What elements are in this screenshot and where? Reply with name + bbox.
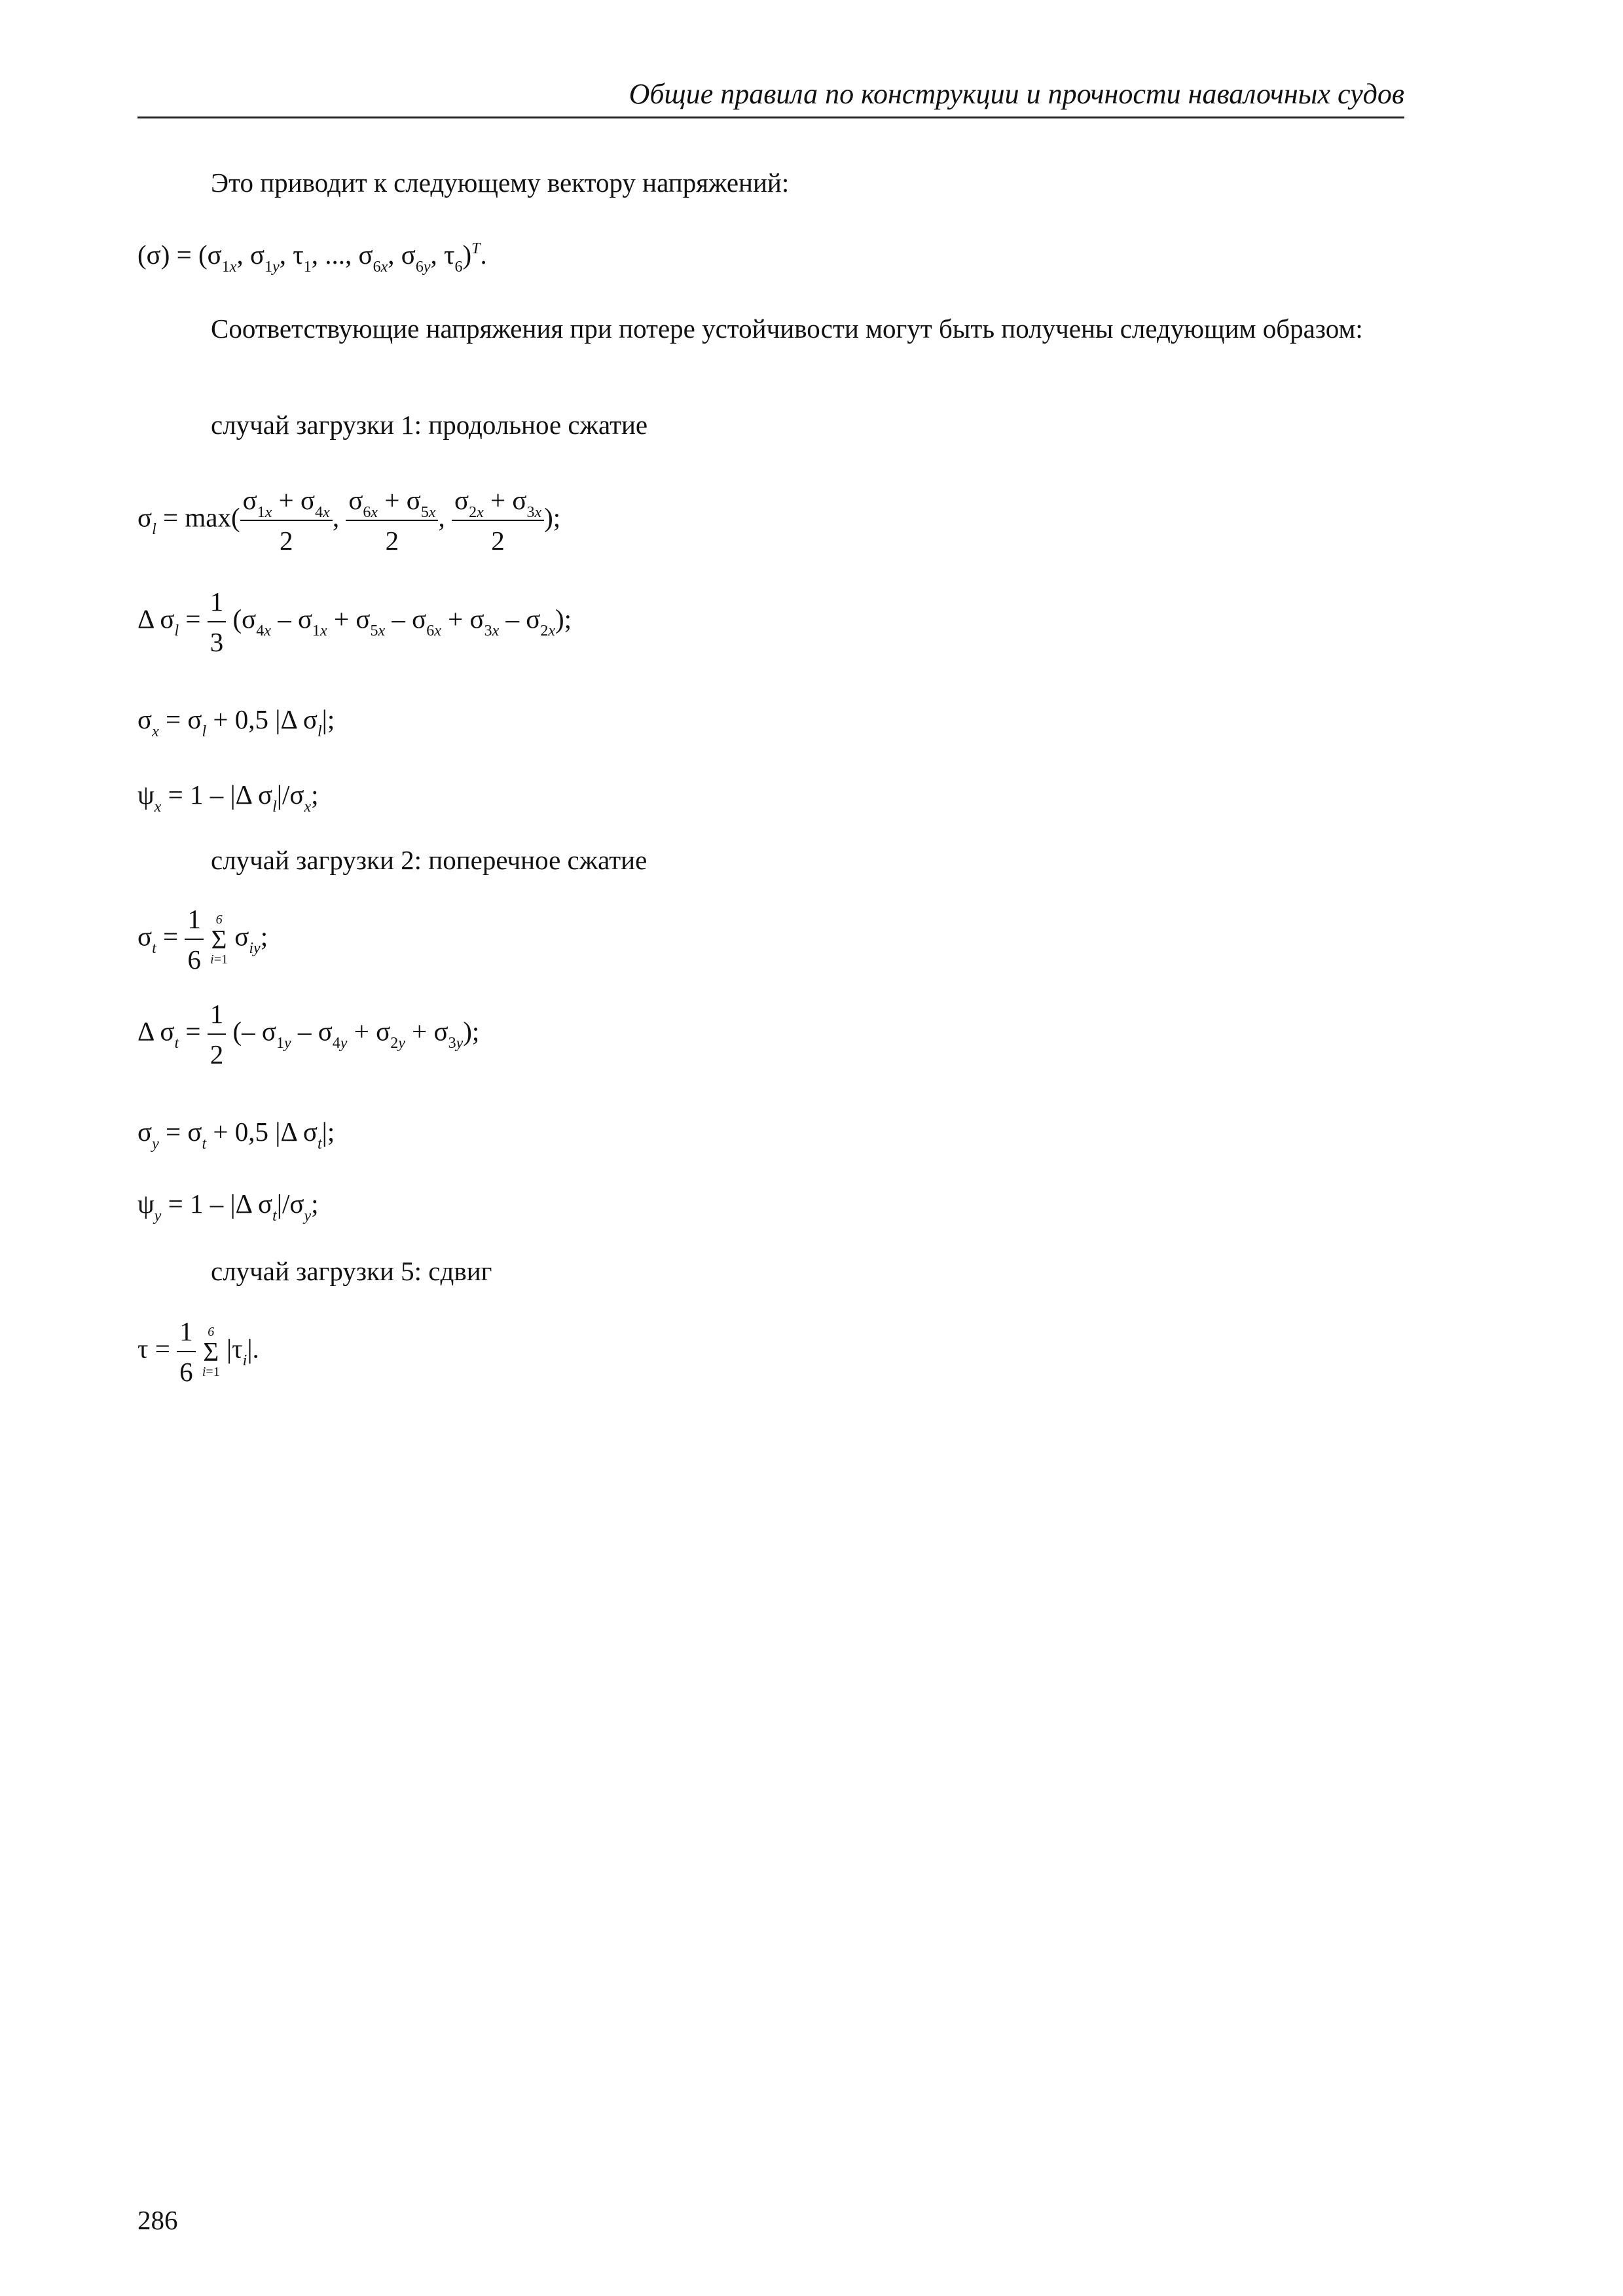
fraction: $\frac{1}{6}$ — [185, 903, 204, 975]
formula-psi-x: $\psi_x = 1 - |\Delta$ $\sigma_l|/\sigma_x$; — [137, 780, 319, 816]
page-number: 286 — [137, 2205, 178, 2235]
fraction: $\frac{1}{2}$ — [208, 998, 227, 1070]
formula-sigma-t: $\sigma_t$ = $\frac{1}{6}$ 6 Σ i=1 $\sigma_{iy}$; — [137, 904, 268, 975]
case1-heading: случай загрузки 1: продольное сжатие — [211, 410, 648, 440]
running-header: Общие правила по конструкции и прочности навалочных судов — [629, 78, 1404, 110]
formula-sigma-x: $\sigma_x = \sigma_l + 0,5$ |Δ $\sigma_l|$; — [137, 704, 335, 740]
stress-vector-formula: $(\sigma) = (\sigma_{1x}$, $\sigma_{1y}$, $\tau_1$, ..., $\sigma_{6x}$, $\sigma_{6y}$, $\tau_6)^T$. — [137, 240, 487, 276]
formula-sigma-y: $\sigma_y = \sigma_t + 0,5$ |Δ $\sigma_t|$; — [137, 1117, 335, 1153]
fraction: $\frac{\sigma_{1x} + \sigma_{4x}}{2}$ — [240, 484, 333, 556]
paragraph-text: Соответствующие напряжения при потере устойчивости могут быть получены следующим образом: — [211, 314, 1363, 344]
sum-sign: 6 Σ i=1 — [202, 1324, 220, 1379]
fraction: $\frac{\sigma_{2x} + \sigma_{3x}}{2}$ — [452, 484, 544, 556]
case2-heading: случай загрузки 2: поперечное сжатие — [211, 845, 647, 875]
formula-delta-sigma-t: Δ $\sigma_t$ = $\frac{1}{2}$ (– $\sigma_{1y} - \sigma_{4y} + \sigma_{2y} + \sigma_{3y}$); — [137, 999, 480, 1069]
fraction: $\frac{1}{3}$ — [208, 586, 227, 658]
formula-psi-y: $\psi_y = 1 - |\Delta$ $\sigma_t|/\sigma_y$; — [137, 1189, 319, 1225]
header-rule — [137, 117, 1404, 118]
fraction: $\frac{\sigma_{6x} + \sigma_{5x}}{2}$ — [346, 484, 438, 556]
case5-heading: случай загрузки 5: сдвиг — [211, 1256, 492, 1286]
fraction: $\frac{1}{6}$ — [177, 1316, 196, 1388]
formula-sigma-l: $\sigma_l = \max$( $\frac{\sigma_{1x} + \sigma_{4x}}{2}$ , $\frac{\sigma_{6x} + \sigma_{5x}}{2}$ , $\frac{\sigma_{2x} + \sigma_{3x}}{2}$ ); — [137, 485, 561, 556]
formula-tau: τ = $\frac{1}{6}$ 6 Σ i=1 $|\tau_i|$. — [137, 1316, 259, 1387]
formula-delta-sigma-l: Δ $\sigma_l$ = $\frac{1}{3}$ $(\sigma_{4x} - \sigma_{1x} + \sigma_{5x} - \sigma_{6x} + \sigma_{3x} - \sigma_{2x})$; — [137, 586, 572, 657]
intro-text: Это приводит к следующему вектору напряжений: — [211, 168, 790, 198]
sum-sign: 6 Σ i=1 — [210, 912, 228, 967]
